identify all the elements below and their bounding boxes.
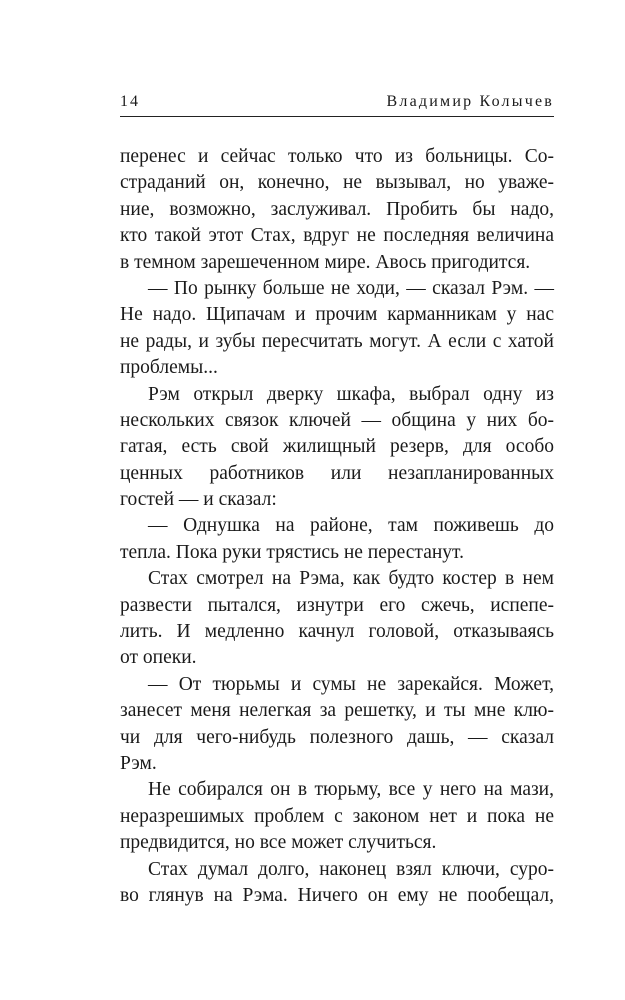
text-line: — По рынку больше не ходи, — сказал Рэм. — — [148, 277, 554, 299]
text-line: ценных работников или незапланированных — [120, 462, 554, 484]
running-head — [120, 92, 554, 117]
text-line: от опеки. — [120, 647, 197, 669]
text-line: Не собирался он в тюрьму, все у него на мази, — [148, 779, 554, 801]
text-line: гостей — и сказал: — [120, 489, 277, 511]
author-name: Владимир Колычев — [386, 93, 554, 110]
text-line: в темном зарешеченном мире. Авось пригодится. — [120, 251, 531, 273]
text-line: лить. И медленно качнул головой, отказываясь — [120, 621, 554, 643]
text-line: развести пытался, изнутри его сжечь, испепе- — [120, 594, 554, 616]
text-line: Не надо. Щипачам и прочим карманникам у нас — [120, 304, 554, 326]
text-line: предвидится, но все может случиться. — [120, 832, 437, 854]
text-line: — Однушка на районе, там поживешь до — [148, 515, 554, 537]
text-line: ние, возможно, заслуживал. Пробить бы надо, — [120, 198, 554, 220]
text-line: гатая, есть свой жилищный резерв, для особо — [120, 436, 554, 458]
text-line: Стах смотрел на Рэма, как будто костер в нем — [148, 568, 554, 590]
text-line: занесет меня нелегкая за решетку, и ты мне клю- — [120, 700, 554, 722]
text-line: Рэм. — [120, 752, 157, 774]
text-line: страданий он, конечно, не вызывал, но уваже- — [120, 172, 554, 194]
text-line: — От тюрьмы и сумы не зарекайся. Может, — [148, 673, 554, 695]
text-line: Стах думал долго, наконец взял ключи, суро- — [148, 858, 554, 880]
text-line: чи для чего-нибудь полезного дашь, — сказал — [120, 726, 554, 748]
text-line: перенес и сейчас только что из больницы. Со- — [120, 146, 554, 167]
text-line: Рэм открыл дверку шкафа, выбрал одну из — [148, 383, 554, 405]
text-line: проблемы... — [120, 357, 218, 379]
page-number: 14 — [120, 93, 140, 110]
text-line: не рады, и зубы пересчитать могут. А если с хатой — [120, 330, 554, 352]
text-line: нескольких связок ключей — община у них бо- — [120, 409, 554, 431]
text-line: во глянув на Рэма. Ничего он ему не пообещал, — [120, 884, 554, 906]
body-text — [120, 144, 554, 909]
text-line: тепла. Пока руки трястись не перестанут. — [120, 541, 464, 563]
text-line: неразрешимых проблем с законом нет и пока не — [120, 805, 554, 827]
text-line: кто такой этот Стах, вдруг не последняя величина — [120, 225, 554, 247]
